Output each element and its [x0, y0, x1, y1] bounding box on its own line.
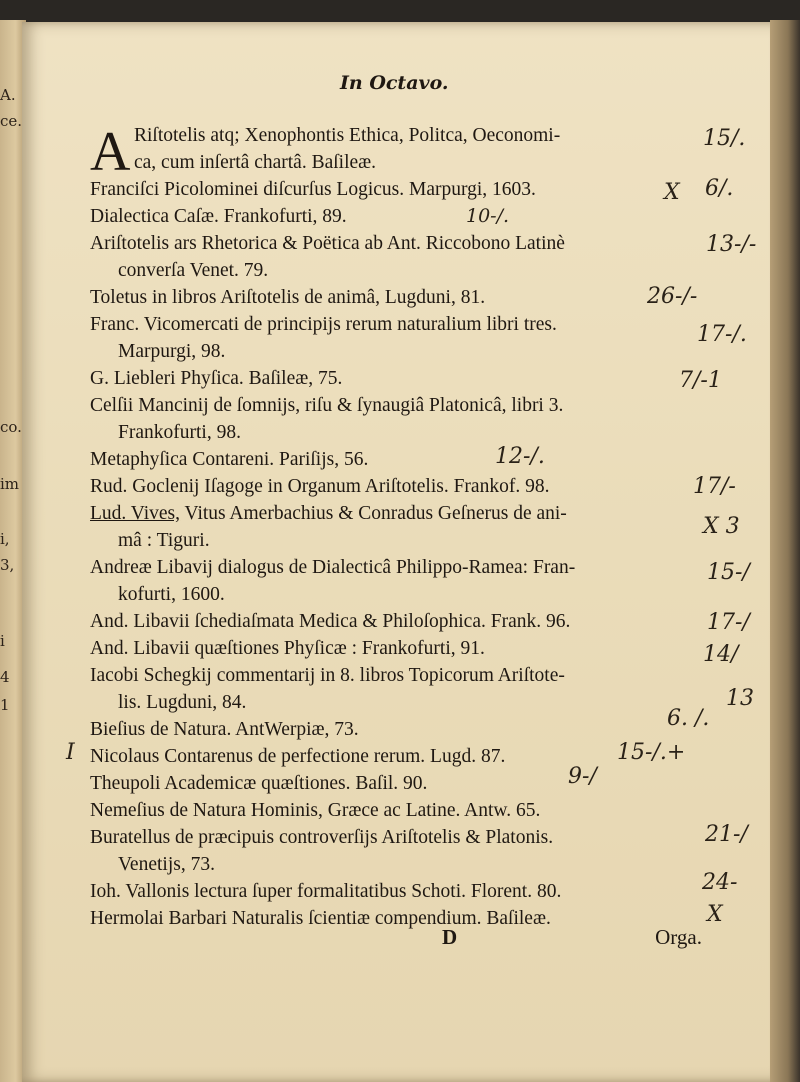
underlined-author: Lud. Vives, [90, 503, 181, 524]
margin-fragment: ce. [0, 112, 23, 130]
list-item [90, 608, 710, 635]
drop-cap: A [90, 121, 131, 183]
entry-line: Vitus Amerbachius & Conradus Geſnerus de ani- [180, 503, 567, 524]
entry-line: Iacobi Schegkij commentarij in 8. libros Topicorum Ariſtote- [90, 665, 565, 686]
entry-line: Nemeſius de Natura Hominis, Græce ac Latine. Antw. 65. [90, 800, 541, 821]
list-item [90, 473, 710, 500]
handwritten-price: 21-/ [705, 822, 748, 847]
handwritten-price: 15/. [703, 126, 746, 151]
page-edge [770, 20, 800, 1082]
list-item [90, 392, 710, 446]
handwritten-price: 17/- [693, 474, 736, 499]
catalogue-list [90, 122, 710, 932]
entry-line: Franc. Vicomercati de principijs rerum naturalium libri tres. [90, 314, 557, 335]
handwritten-price: X 3 [703, 514, 740, 539]
handwritten-price: 7/-1 [679, 368, 722, 393]
margin-fragment: i, [0, 530, 10, 548]
handwritten-price: 24- [702, 870, 738, 895]
handwritten-price: 10-/. [466, 205, 510, 227]
entry-line: Toletus in libros Ariſtotelis de animâ, Lugduni, 81. [90, 287, 486, 308]
list-item [90, 554, 710, 608]
margin-fragment: im [0, 475, 20, 493]
list-item [90, 230, 710, 284]
list-item [90, 500, 710, 554]
handwritten-price: 14/ [703, 642, 739, 667]
entry-line: Nicolaus Contarenus de perfectione rerum. Lugd. 87. [90, 746, 506, 767]
list-item [90, 203, 710, 230]
handwritten-price: 26-/- [647, 284, 698, 309]
entry-continuation: lis. Lugduni, 84. [118, 692, 247, 713]
entry-line: G. Liebleri Phyſica. Baſileæ, 75. [90, 368, 343, 389]
entry-line: Ariſtotelis ars Rhetorica & Poëtica ab Ant. Riccobono Latinè [90, 233, 565, 254]
handwritten-price: 12-/. [495, 444, 545, 469]
margin-fragment: A. [0, 86, 16, 104]
entry-line: Bieſius de Natura. AntWerpiæ, 73. [90, 719, 359, 740]
entry-continuation: Venetijs, 73. [118, 854, 215, 875]
running-head: In Octavo. [340, 72, 449, 94]
entry-line: Ioh. Vallonis lectura ſuper formalitatibus Schoti. Florent. 80. [90, 881, 562, 902]
handwritten-price: 15-/.+ [617, 740, 686, 765]
entry-line: And. Libavii quæſtiones Phyſicæ : Frankofurti, 91. [90, 638, 485, 659]
handwritten-price: 9-/ [568, 764, 597, 789]
signature-mark: D [442, 925, 458, 949]
list-item [90, 284, 710, 311]
entry-line: Franciſci Picolominei diſcurſus Logicus. Marpurgi, 1603. [90, 179, 536, 200]
entry-line: Hermolai Barbari Naturalis ſcientiæ compendium. Baſileæ. [90, 908, 551, 929]
entry-line: Theupoli Academicæ quæſtiones. Baſil. 90. [90, 773, 428, 794]
list-item [90, 365, 710, 392]
handwritten-margin-mark: I [66, 740, 75, 765]
handwritten-price: 17-/. [697, 322, 747, 347]
handwritten-price: 15-/ [707, 560, 750, 585]
handwritten-price: 13-/- [706, 232, 757, 257]
entry-continuation: converſa Venet. 79. [118, 260, 269, 281]
margin-fragment: co. [0, 418, 22, 436]
handwritten-price: 6. /. [667, 706, 710, 731]
entry-continuation: kofurti, 1600. [118, 584, 225, 605]
margin-fragment: 4 [0, 668, 10, 686]
entry-continuation: Marpurgi, 98. [118, 341, 226, 362]
entry-line: And. Libavii ſchediaſmata Medica & Philoſophica. Frank. 96. [90, 611, 571, 632]
list-item [90, 824, 710, 878]
list-item [90, 797, 710, 824]
entry-continuation: ca, cum inſertâ chartâ. Baſileæ. [134, 152, 377, 173]
list-item [90, 878, 710, 905]
list-item [90, 446, 710, 473]
list-item [90, 311, 710, 365]
list-item [90, 716, 710, 743]
handwritten-price: 6/. [705, 176, 734, 201]
entry-continuation: Frankofurti, 98. [118, 422, 241, 443]
entry-line: Dialectica Caſæ. Frankofurti, 89. [90, 206, 347, 227]
handwritten-price: 13 [726, 686, 754, 711]
catchword: Orga. [655, 925, 702, 949]
entry-line: Andreæ Libavij dialogus de Dialecticâ Philippo-Ramea: Fran- [90, 557, 576, 578]
handwritten-cross: X [664, 180, 680, 205]
entry-line: Celſii Mancinij de ſomnijs, riſu & ſynaugiâ Platonicâ, libri 3. [90, 395, 564, 416]
list-item [90, 770, 710, 797]
entry-continuation: mâ : Tiguri. [118, 530, 210, 551]
handwritten-cross: X [707, 902, 723, 927]
entry-line: Riſtotelis atq; Xenophontis Ethica, Politca, Oeconomi- [134, 125, 561, 146]
entry-line: Buratellus de præcipuis controverſijs Ariſtotelis & Platonis. [90, 827, 554, 848]
list-item [90, 662, 710, 716]
entry-line: Metaphyſica Contareni. Pariſijs, 56. [90, 449, 369, 470]
entry-line: Rud. Goclenij Iſagoge in Organum Ariſtotelis. Frankof. 98. [90, 476, 550, 497]
page-footer [90, 925, 702, 955]
list-item [90, 176, 710, 203]
margin-fragment: i [0, 632, 5, 650]
handwritten-price: 17-/ [707, 610, 750, 635]
list-item [90, 121, 710, 183]
list-item [90, 635, 710, 662]
margin-fragment: 3, [0, 556, 15, 574]
margin-fragment: 1 [0, 696, 10, 714]
